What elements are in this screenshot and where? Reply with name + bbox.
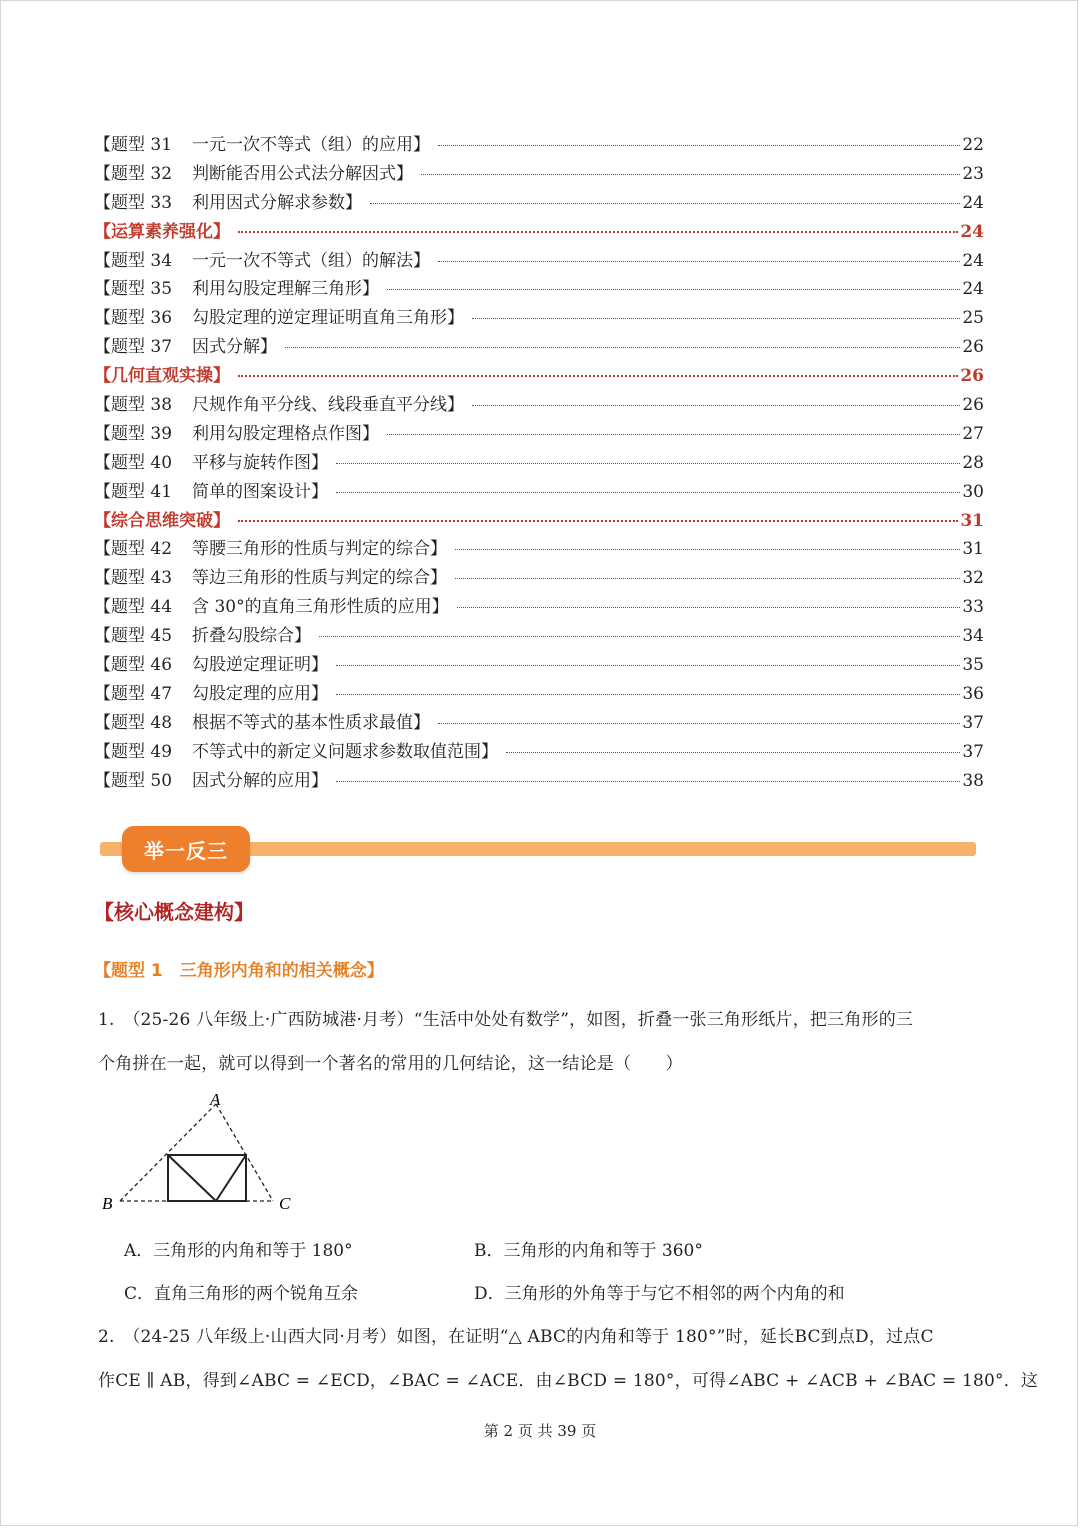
option-b: B．三角形的内角和等于 360° [474, 1241, 703, 1261]
vertex-b-label: B [102, 1194, 113, 1213]
banner-tag: 举一反三 [122, 826, 250, 872]
toc-page-number: 37 [962, 712, 984, 733]
toc-label: 【题型 34 [94, 250, 173, 271]
toc-title: 利用勾股定理格点作图】 [192, 423, 380, 444]
toc-label: 【题型 50 [94, 770, 173, 791]
toc-page-number: 31 [962, 539, 984, 560]
toc-leader-dots [336, 665, 960, 666]
toc-leader-dots [238, 520, 958, 522]
toc-item-row[interactable] [94, 563, 984, 592]
toc-item-row[interactable] [94, 477, 984, 506]
question-2-line-2: 作CE ∥ AB，得到∠ABC = ∠ECD，∠BAC = ∠ACE．由∠BCD = 180°，可得∠ABC + ∠ACB + ∠BAC = 180°．这 [98, 1371, 1039, 1391]
toc-item-row[interactable] [94, 274, 984, 303]
toc-title: 一元一次不等式（组）的应用】 [192, 135, 431, 155]
toc-page-number: 27 [962, 423, 984, 444]
toc-item-row[interactable] [94, 130, 984, 159]
toc-leader-dots [336, 463, 960, 464]
toc-title: 因式分解】 [192, 337, 278, 358]
toc-label: 【题型 36 [94, 308, 173, 329]
toc-title: 勾股定理的应用】 [192, 683, 329, 704]
fold-rectangle [168, 1155, 246, 1201]
question-2-line-1: 2. （24-25 八年级上·山西大同·月考）如图，在证明“△ ABC的内角和等于 180°”时，延长BC到点D，过点C [98, 1327, 934, 1347]
toc-leader-dots [238, 375, 958, 377]
toc-item-row[interactable] [94, 592, 984, 621]
toc-page-number: 23 [962, 163, 984, 184]
toc-page-number: 34 [962, 626, 984, 647]
toc-item-row[interactable] [94, 679, 984, 708]
toc-leader-dots [336, 781, 960, 782]
toc-label: 【题型 44 [94, 597, 173, 618]
toc-title: 勾股定理的逆定理证明直角三角形】 [192, 308, 465, 329]
toc-label: 【题型 40 [94, 452, 173, 473]
option-d: D．三角形的外角等于与它不相邻的两个内角的和 [474, 1284, 845, 1304]
page-footer: 第 2 页 共 39 页 [483, 1422, 597, 1440]
toc-leader-dots [506, 752, 960, 753]
toc-page-number: 36 [962, 683, 984, 704]
toc-item-row[interactable] [94, 621, 984, 650]
toc-leader-dots [336, 694, 960, 695]
toc-title: 含 30°的直角三角形性质的应用】 [192, 597, 449, 618]
toc-page-number: 30 [962, 481, 984, 502]
toc-page-number: 35 [962, 655, 984, 676]
toc-label: 【题型 49 [94, 741, 173, 762]
toc-leader-dots [387, 289, 960, 290]
toc-page-number: 28 [962, 452, 984, 473]
toc-page-number: 22 [962, 135, 984, 155]
toc-label: 【题型 38 [94, 395, 173, 416]
toc-label: 【题型 39 [94, 423, 173, 444]
toc-page-number: 24 [962, 250, 984, 271]
toc-page-number: 26 [962, 395, 984, 416]
toc-label: 【题型 46 [94, 655, 173, 676]
fold-line-left [168, 1155, 216, 1201]
toc-page-number: 25 [962, 308, 984, 329]
toc-section-row[interactable] [94, 506, 984, 535]
toc-title: 等腰三角形的性质与判定的综合】 [192, 539, 448, 560]
toc-leader-dots [319, 636, 960, 637]
toc-title: 简单的图案设计】 [192, 481, 329, 502]
section-banner [100, 826, 976, 872]
toc-item-row[interactable] [94, 188, 984, 217]
toc-leader-dots [472, 405, 960, 406]
fold-line-right [216, 1155, 246, 1201]
toc-leader-dots [455, 578, 960, 579]
option-c: C．直角三角形的两个锐角互余 [124, 1284, 359, 1304]
toc-leader-dots [455, 549, 960, 550]
toc-leader-dots [336, 492, 960, 493]
toc-section-row[interactable] [94, 217, 984, 246]
question-type-heading: 【题型 1 三角形内角和的相关概念】 [94, 961, 384, 981]
toc-label: 【综合思维突破】 [94, 510, 230, 531]
toc-leader-dots [238, 231, 958, 233]
folded-triangle-figure [98, 1088, 298, 1216]
toc-page-number: 37 [962, 741, 984, 762]
toc-label: 【几何直观实操】 [94, 366, 230, 387]
toc-item-row[interactable] [94, 332, 984, 361]
toc-item-row[interactable] [94, 650, 984, 679]
toc-item-row[interactable] [94, 390, 984, 419]
toc-page-number: 32 [962, 568, 984, 589]
toc-item-row[interactable] [94, 534, 984, 563]
toc-title: 一元一次不等式（组）的解法】 [192, 250, 431, 271]
table-of-contents [94, 130, 984, 794]
toc-item-row[interactable] [94, 448, 984, 477]
toc-item-row[interactable] [94, 708, 984, 737]
toc-title: 判断能否用公式法分解因式】 [192, 163, 414, 184]
toc-label: 【题型 43 [94, 568, 173, 589]
toc-title: 利用勾股定理解三角形】 [192, 279, 380, 300]
toc-title: 勾股逆定理证明】 [192, 655, 329, 676]
toc-page-number: 38 [962, 770, 984, 791]
toc-title: 平移与旋转作图】 [192, 452, 329, 473]
toc-label: 【题型 35 [94, 279, 173, 300]
toc-item-row[interactable] [94, 766, 984, 795]
toc-leader-dots [421, 174, 960, 175]
toc-label: 【题型 37 [94, 337, 173, 358]
toc-title: 折叠勾股综合】 [192, 626, 312, 647]
toc-leader-dots [285, 347, 960, 348]
toc-label: 【运算素养强化】 [94, 221, 230, 242]
toc-item-row[interactable] [94, 737, 984, 766]
toc-title: 等边三角形的性质与判定的综合】 [192, 568, 448, 589]
toc-title: 根据不等式的基本性质求最值】 [192, 712, 431, 733]
toc-page-number: 31 [960, 510, 984, 531]
toc-label: 【题型 48 [94, 712, 173, 733]
toc-title: 因式分解的应用】 [192, 770, 329, 791]
toc-label: 【题型 47 [94, 683, 173, 704]
toc-leader-dots [438, 145, 960, 146]
toc-title: 利用因式分解求参数】 [192, 192, 363, 213]
toc-label: 【题型 41 [94, 481, 173, 502]
toc-title: 不等式中的新定义问题求参数取值范围】 [192, 741, 499, 762]
toc-section-row[interactable] [94, 361, 984, 390]
toc-label: 【题型 42 [94, 539, 173, 560]
option-a: A．三角形的内角和等于 180° [124, 1241, 353, 1261]
toc-label: 【题型 33 [94, 192, 173, 213]
toc-label: 【题型 32 [94, 163, 173, 184]
question-1-line-1: 1. （25-26 八年级上·广西防城港·月考）“生活中处处有数学”，如图，折叠一张三角形纸片，把三角形的三 [98, 1010, 914, 1030]
toc-leader-dots [370, 203, 960, 204]
toc-leader-dots [387, 434, 960, 435]
toc-page-number: 26 [962, 337, 984, 358]
toc-leader-dots [472, 318, 960, 319]
question-1-line-2: 个角拼在一起，就可以得到一个著名的常用的几何结论，这一结论是（ ） [98, 1054, 683, 1074]
toc-page-number: 24 [962, 279, 984, 300]
vertex-a-label: A [210, 1090, 221, 1109]
toc-page-number: 24 [962, 192, 984, 213]
core-concept-heading: 【核心概念建构】 [94, 900, 254, 924]
toc-item-row[interactable] [94, 419, 984, 448]
toc-label: 【题型 45 [94, 626, 173, 647]
toc-title: 尺规作角平分线、线段垂直平分线】 [192, 395, 465, 416]
toc-leader-dots [438, 723, 960, 724]
vertex-c-label: C [279, 1194, 291, 1213]
toc-page-number: 24 [960, 221, 984, 242]
toc-leader-dots [438, 261, 960, 262]
toc-leader-dots [457, 607, 961, 608]
toc-page-number: 26 [960, 366, 984, 387]
toc-label: 【题型 31 [94, 135, 173, 155]
toc-item-row[interactable] [94, 159, 984, 188]
toc-page-number: 33 [962, 597, 984, 618]
toc-item-row[interactable] [94, 246, 984, 275]
toc-item-row[interactable] [94, 303, 984, 332]
